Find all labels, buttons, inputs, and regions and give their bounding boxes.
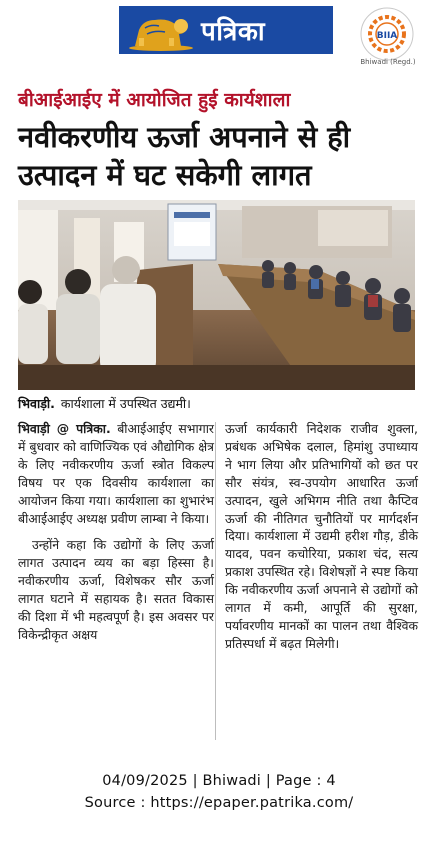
paper-name: पत्रिका [201, 17, 266, 47]
article-column-left [18, 420, 214, 644]
headline-line-1: नवीकरणीय ऊर्जा अपनाने से ही [18, 120, 351, 154]
footer-dateline: 04/09/2025 | Bhiwadi | Page : 4 [102, 773, 336, 789]
footer-source-link[interactable]: Source : https://epaper.patrika.com/ [84, 795, 354, 811]
caption-place: भिवाड़ी. [18, 395, 55, 411]
article-paragraph-2: उन्होंने कहा कि उद्योगों के लिए ऊर्जा लागत उत्पादन व्यय का बड़ा हिस्सा है। नवीकरणीय ऊर्जा, विशेषकर सौर ऊर्जा लागत घटाने में सहायक है। सतत विकास की दिशा में भी महत्वपूर्ण है। इस अवसर पर विकेन्द्रीकृत अक्षय [18, 537, 214, 642]
svg-text:BIIA: BIIA [376, 31, 398, 41]
article-kicker: बीआईआईए में आयोजित हुई कार्यशाला [18, 89, 291, 111]
article-column-right [225, 420, 418, 653]
photo-caption [18, 392, 415, 414]
workshop-photo [18, 200, 415, 390]
workshop-photo-image [18, 200, 415, 390]
article-dateline: भिवाड़ी @ पत्रिका. [18, 421, 111, 436]
column-divider [215, 422, 216, 740]
article-headline [18, 118, 423, 194]
article-paragraph-3: ऊर्जा कार्यकारी निदेशक राजीव शुक्ला, प्रबंधक अभिषेक दलाल, हिमांशु उपाध्याय ने भाग लिया और प्रतिभागियों को छत पर सौर संयंत्र, स्व-उपयोग आधारित ऊर्जा उत्पादन, खुले अभिगम नीति तथा कैप्टिव ऊर्जा की नीतिगत चुनौतियों पर मार्गदर्शन दिया। कार्यशाला में उद्यमी हरीश गौड़, डीके यादव, पवन कचोरिया, प्रकाश चंद, सत्य प्रकाश उपस्थित रहे। विशेषज्ञों ने स्पष्ट किया कि नवीकरणीय ऊर्जा अपनाने से उद्योगों को लागत में कमी, आपूर्ति की सुरक्षा, पर्यावरणीय मानकों का पालन तथा वैश्विक प्रतिस्पर्धा में बढ़त मिलेगी। [225, 421, 418, 651]
patrika-logo[interactable] [119, 6, 333, 54]
association-place: Bhiwadi (Regd.) [360, 58, 416, 66]
article-paragraph-1: बीआईआईए सभागार में बुधवार को वाणिज्यिक एवं औद्योगिक क्षेत्र के लिए नवीकरणीय ऊर्जा स्त्रोत विकल्प विषय पर एक दिवसीय कार्यशाला का आयोजन किया गया। कार्यशाला का शुभारंभ बीआईआईए अध्यक्ष प्रवीण लाम्बा ने किया। [18, 421, 214, 526]
lion-emblem-icon [125, 8, 195, 52]
page-footer [0, 770, 438, 814]
headline-line-2: उत्पादन में घट सकेगी लागत [18, 158, 312, 192]
caption-text: कार्यशाला में उपस्थित उद्यमी। [60, 395, 191, 411]
masthead [0, 0, 438, 72]
